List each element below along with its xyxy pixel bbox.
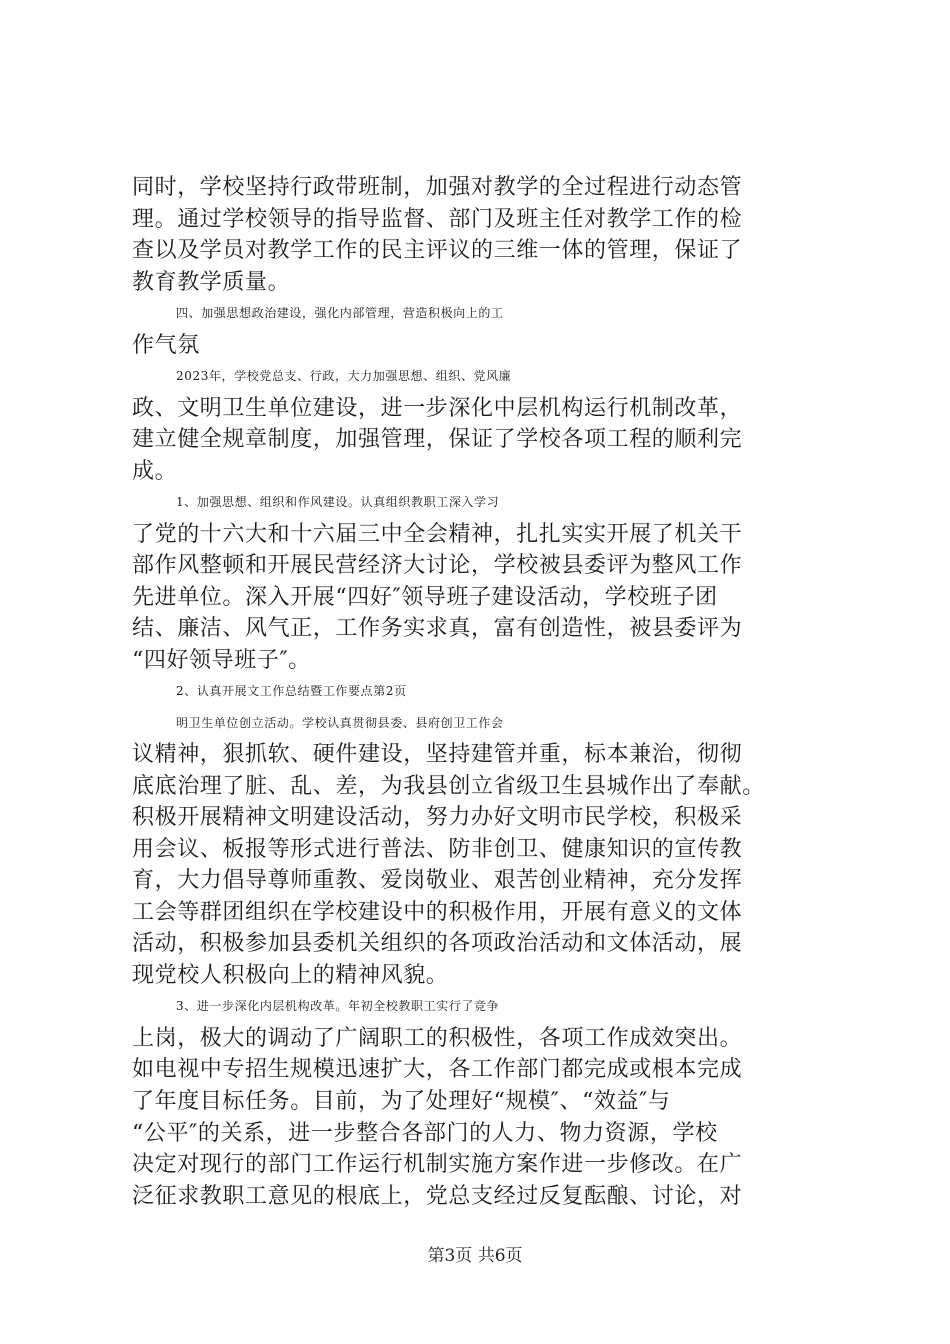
text-line: 结、廉洁、风气正，工作务实求真，富有创造性，被县委评为 xyxy=(132,616,743,642)
text-line: 如电视中专招生规模迅速扩大，各工作部门都完成或根本完成 xyxy=(132,1057,743,1083)
text-line: “四好领导班子″。 xyxy=(132,647,311,673)
text-line: 活动，积极参加县委机关组织的各项政治活动和文体活动，展 xyxy=(132,931,743,957)
text-line: 议精神，狠抓软、硬件建设，坚持建管并重，标本兼治，彻彻 xyxy=(132,742,743,768)
text-line: “公平″的关系，进一步整合各部门的人力、物力资源，学校 xyxy=(132,1120,718,1146)
text-line: 了年度目标任务。目前，为了处理好“规模″、“效益″与 xyxy=(132,1088,671,1114)
text-line: 泛征求教职工意见的根底上，党总支经过反复酝酿、讨论，对 xyxy=(132,1183,743,1209)
text-line: 用会议、板报等形式进行普法、防非创卫、健康知识的宣传教 xyxy=(132,836,743,862)
text-line: 政、文明卫生单位建设，进一步深化中层机构运行机制改革， xyxy=(132,395,743,421)
text-line: 先进单位。深入开展“四好″领导班子建设活动，学校班子团 xyxy=(132,584,718,610)
text-line: 现党校人积极向上的精神风貌。 xyxy=(132,962,449,988)
text-line: 积极开展精神文明建设活动，努力办好文明市民学校，积极采 xyxy=(132,805,743,831)
text-line: 建立健全规章制度，加强管理，保证了学校各项工程的顺利完 xyxy=(132,427,743,453)
paragraph-start: 2、认真开展文工作总结暨工作要点第2页 xyxy=(176,684,407,699)
paragraph-start: 明卫生单位创立活动。学校认真贯彻县委、县府创卫工作会 xyxy=(176,715,504,730)
text-line: 查以及学员对教学工作的民主评议的三维一体的管理，保证了 xyxy=(132,238,743,263)
paragraph-start: 1、加强思想、组织和作风建设。认真组织教职工深入学习 xyxy=(176,495,500,510)
text-line: 了党的十六大和十六届三中全会精神，扎扎实实开展了机关干 xyxy=(132,521,743,547)
text-line: 工会等群团组织在学校建设中的积极作用，开展有意义的文体 xyxy=(132,899,743,925)
paragraph-start: 2023年，学校党总支、行政，大力加强思想、组织、党风廉 xyxy=(176,369,512,384)
text-line: 教育教学质量。 xyxy=(132,269,291,295)
text-line: 理。通过学校领导的指导监督、部门及班主任对教学工作的检 xyxy=(132,206,743,232)
text-line: 决定对现行的部门工作运行机制实施方案作进一步修改。在广 xyxy=(132,1152,743,1177)
section-heading: 四、加强思想政治建设，强化内部管理，营造积极向上的工 xyxy=(176,306,504,321)
text-line: 底底治理了脏、乱、差，为我县创立省级卫生县城作出了奉献。 xyxy=(132,773,765,799)
text-line: 成。 xyxy=(132,458,178,484)
text-line: 上岗，极大的调动了广阔职工的积极性，各项工作成效突出。 xyxy=(132,1025,743,1051)
section-heading-cont: 作气氛 xyxy=(132,332,200,358)
page-footer: 第3页 共6页 xyxy=(427,1246,523,1266)
paragraph-start: 3、进一步深化内层机构改革。年初全校教职工实行了竞争 xyxy=(176,999,500,1014)
text-line: 同时，学校坚持行政带班制，加强对教学的全过程进行动态管 xyxy=(132,175,743,200)
text-line: 部作风整顿和开展民营经济大讨论，学校被县委评为整风工作 xyxy=(132,553,743,579)
text-line: 育，大力倡导尊师重教、爱岗敬业、艰苦创业精神，充分发挥 xyxy=(132,868,743,894)
